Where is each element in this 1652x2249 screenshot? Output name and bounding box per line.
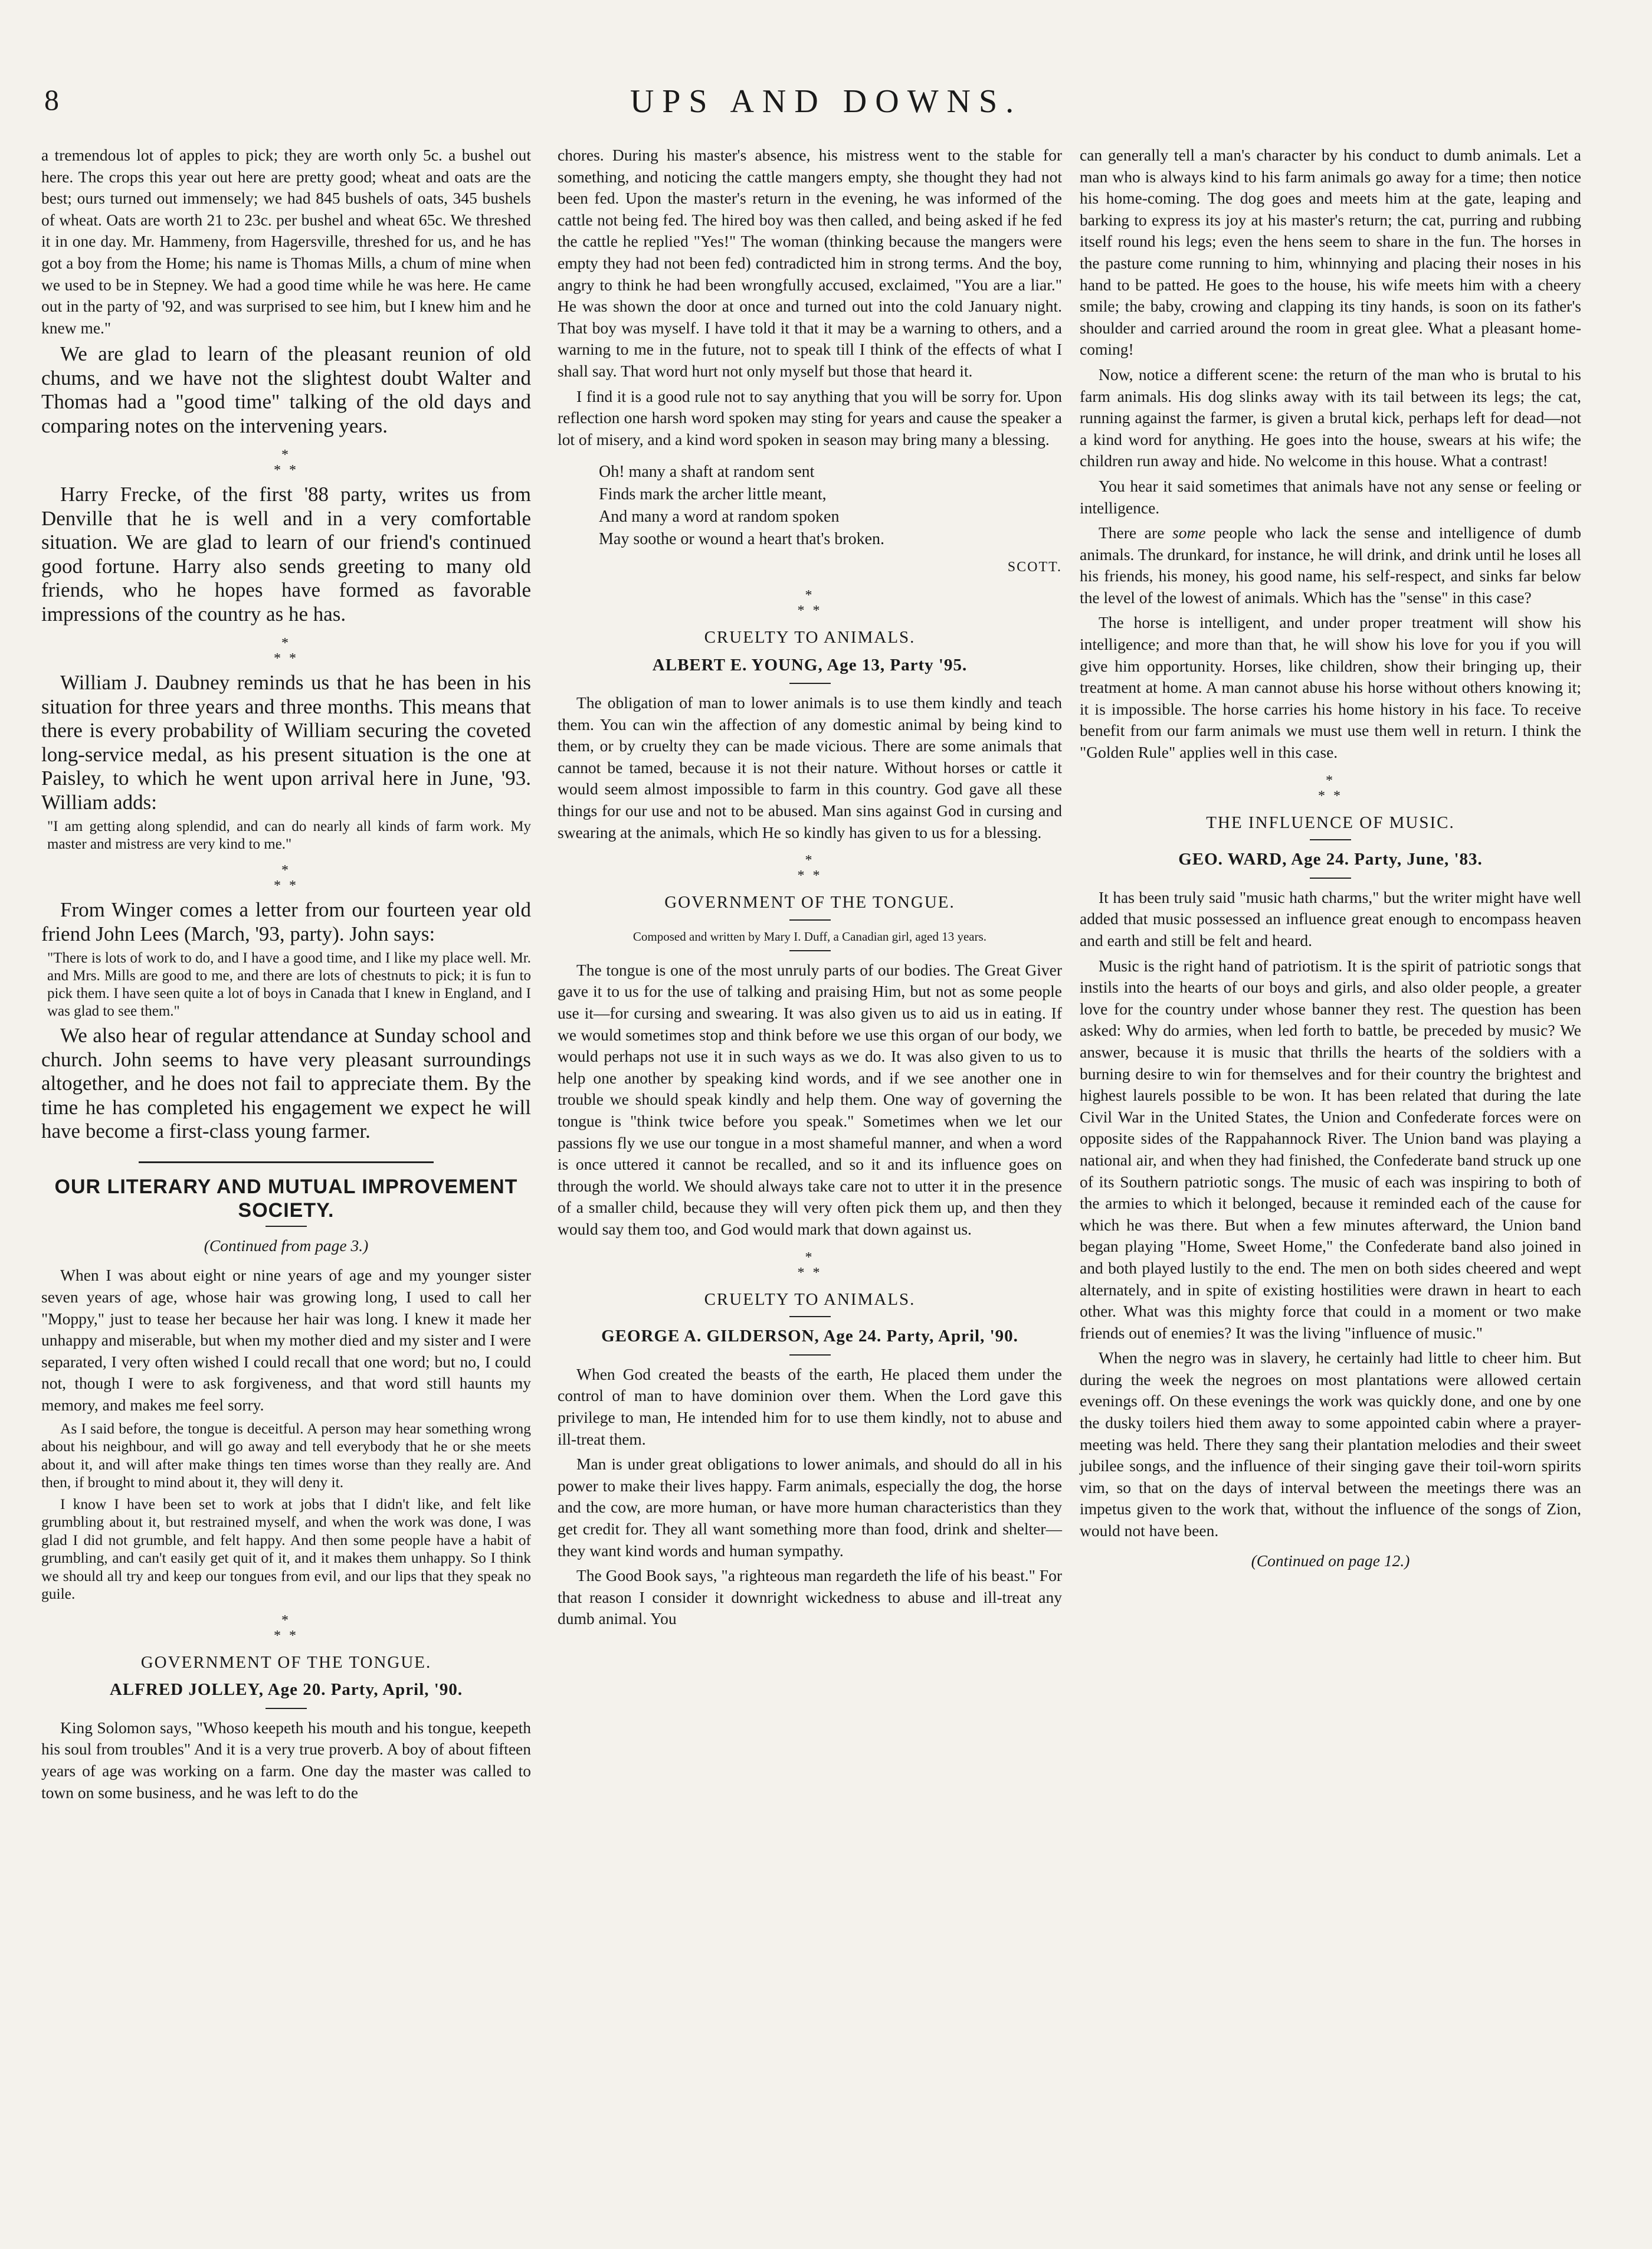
poem-author: SCOTT. [1007, 559, 1062, 575]
paragraph: From Winger comes a letter from our fourteen year old friend John Lees (March, '93, party). John says: [41, 898, 531, 945]
masthead: UPS AND DOWNS. [630, 83, 1022, 120]
paragraph [1080, 522, 1581, 608]
column-1 [41, 145, 531, 1807]
paragraph: We also hear of regular attendance at Sunday school and church. John seems to have very pleasant surroundings altogether, and he does not fail to appreciate them. By the time he has completed his engagement we expect he will have become a first-class young farmer. [41, 1024, 531, 1143]
section-divider-stars: * * * [274, 447, 299, 479]
paragraph: Man is under great obligations to lower animals, and should do all in his power to make their lives happy. Farm animals, especially the dog, the horse and the cow, are more human, or have more human characteristics than they get credit for. They all want something more than food, drink and shelter—they want kind words and human sympathy. [558, 1455, 1062, 1560]
quoted-letter: "I am getting along splendid, and can do nearly all kinds of farm work. My master and mistress are very kind to me." [47, 819, 531, 853]
continued-note: (Continued from page 3.) [204, 1236, 369, 1255]
section-divider-stars: * * * [274, 863, 299, 894]
paragraph: As I said before, the tongue is deceitful. A person may hear something wrong about his neighbour, and will go away and tell everybody that he or she meets about it, and will after make things ten times worse than they really are. And then, if brought to mind about it, they will deny it. [41, 1419, 531, 1491]
paragraph: can generally tell a man's character by his conduct to dumb animals. Let a man who is always kind to his farm animals go away for a time; then notice his home-coming. The dog goes and meets him at the gate, leaping and barking to express its joy at his master's return; the cat, purring and rubbing itself round his legs; even the hens seem to share in the fun. The horses in the pasture come running to him, whinnying and placing their noses in his hand to be patted. He goes to the house, his wife meets him with a cheery smile; the baby, crowing and clapping its tiny hands, is soon on its father's shoulder and carried around the room in great glee. What a pleasant home-coming! [1080, 146, 1581, 359]
title-rule [266, 1226, 307, 1227]
section-divider-stars: * * * [274, 636, 299, 667]
article-heading: GOVERNMENT OF THE TONGUE. [140, 1652, 432, 1672]
byline-rule [789, 1354, 831, 1356]
paragraph: You hear it said sometimes that animals have not any sense or feeling or intelligence. [1080, 476, 1581, 517]
paragraph: The Good Book says, "a righteous man regardeth the life of his beast." For that reason I consider it downright wickedness to abuse and ill-treat any dumb animal. You [558, 1566, 1062, 1628]
article-heading: CRUELTY TO ANIMALS. [704, 627, 916, 647]
section-rule [139, 1161, 434, 1163]
byline-rule [266, 1708, 307, 1709]
section-divider-stars: * * * [274, 1612, 299, 1644]
heading-rule [789, 1316, 831, 1317]
paragraph: Now, notice a different scene: the return of the man who is brutal to his farm animals. His dog slinks away with its tail between its legs; the cat, running against the farmer, is given a brutal kick, perhaps left for dead—not a kind word for anything. He goes into the house, swears at his wife; the children run away and hide. No welcome in this house. What a contrast! [1080, 365, 1581, 470]
paragraph: The tongue is one of the most unruly parts of our bodies. The Great Giver gave it to us for the use of talking and praising Him, but not as some people use it—for cursing and swearing. It was also given us to aid us in eating. If we would sometimes stop and think before we use this organ of our body, we would perhaps not use it in such ways as we do. It was also given to us to help one another by speaking kind words, and if we see another one in trouble we should speak kindly and help them. One way of governing the tongue is "think twice before you speak." Sometimes when we let our passions fly we use our tongue in a most shameful manner, and when a word is once uttered it cannot be recalled, and so it and its influence goes on through the world. We should always take care not to utter it in the presence of a smaller child, because they will very often pick them up, and then they would say them too, and God would mark that down against us. [558, 960, 1062, 1238]
poem-line: Finds mark the archer little meant, [599, 485, 827, 504]
paragraph: Harry Frecke, of the first '88 party, writes us from Denville that he is well and in a very comfortable situation. We are glad to learn of our friend's continued good fortune. Harry also sends greeting to many old friends, who he hopes have formed as favorable impressions of the country as he has. [41, 483, 531, 626]
section-divider-stars: * * * [797, 1249, 822, 1281]
paragraph: When I was about eight or nine years of age and my younger sister seven years of age, whose hair was growing long, I used to call her "Moppy," just to tease her because her hair was long. I knew it made her unhappy and miserable, but when my mother died and my sister and I were separated, I very often wished I could recall that one word; but no, I could not, though I were to ask forgiveness, and that word still haunts my memory, and makes me feel sorry. [41, 1266, 531, 1414]
column-3 [1080, 145, 1581, 1580]
text-run: There are [1099, 523, 1173, 542]
poem-line: And many a word at random spoken [599, 508, 840, 526]
byline: ALBERT E. YOUNG, Age 13, Party '95. [652, 655, 968, 675]
section-title: OUR LITERARY AND MUTUAL IMPROVEMENT SOCIETY. [54, 1175, 518, 1222]
paragraph: I know I have been set to work at jobs that I didn't like, and felt like grumbling about it, but restrained myself, and when the work was done, I was glad I did not grumble, and felt happy. And then some people have a habit of grumbling, and can't easily get quit of it, and it makes them unhappy. So I think we should all try and keep our tongues from evil, and our lips that they speak no guile. [41, 1495, 531, 1603]
paragraph: The horse is intelligent, and under proper treatment will show his intelligence; and more than that, he will show his love for you if you will give him opportunity. Horses, like children, show their bringing up, their treatment at home. A man cannot abuse his horse without others knowing it; it is impossible. The horse carries his home history in his face. To receive benefit from our farm animals we must use them well in return. I think the "Golden Rule" applies well in this case. [1080, 613, 1581, 762]
paragraph: King Solomon says, "Whoso keepeth his mouth and his tongue, keepeth his soul from troubles" And it is a very true proverb. A boy of about fifteen years of age was working on a farm. One day the master was called to town on some business, and he was left to do the [41, 1718, 531, 1802]
article-heading: GOVERNMENT OF THE TONGUE. [664, 893, 955, 912]
byline: GEO. WARD, Age 24. Party, June, '83. [1178, 850, 1483, 869]
byline: GEORGE A. GILDERSON, Age 24. Party, April, '90. [601, 1327, 1018, 1346]
section-divider-stars: * * * [797, 587, 822, 618]
paragraph: It has been truly said "music hath charms," but the writer might have well added that music possessed an influence great enough to encompass heaven and earth and still be felt and heard. [1080, 888, 1581, 950]
column-2 [558, 145, 1062, 1633]
emphasis: some [1172, 523, 1206, 542]
note-rule [789, 950, 831, 951]
text-run: people who lack the sense and intelligence of dumb animals. The drunkard, for instance, he will drink, and drink until he loses all his friends, his money, his good name, his self-respect, and sinks far below the level of the lowest of animals. Which has the "sense" in this case? [1080, 523, 1582, 607]
page-number: 8 [44, 83, 59, 116]
article-heading: CRUELTY TO ANIMALS. [704, 1289, 916, 1309]
byline-rule [789, 683, 831, 684]
paragraph: When the negro was in slavery, he certainly had little to cheer him. But during the week the negroes on most plantations were allowed certain evenings off. On these evenings the work was quickly done, and one by one the dusky toilers hied them away to some appointed cabin where a prayer-meeting was held. There they sang their plantation melodies and their sweet jubilee songs, and the influence of their singing gave their toil-worn spirits vim, so that on the days of interval between the meetings there was an impetus given to the work that, without the influence of the songs of Zion, would not have been. [1080, 1348, 1581, 1540]
paragraph: a tremendous lot of apples to pick; they are worth only 5c. a bushel out here. The crops this year out here are pretty good; wheat and oats are the best; ours turned out immensely; we had 845 bushels of oats, 345 bushels of wheat. Oats are worth 21 to 23c. per bushel and wheat 65c. We threshed it in one day. Mr. Hammeny, from Hagersville, threshed for us, and he has got a boy from the Home; his name is Thomas Mills, a chum of mine when we used to be in Stepney. We had a good time while he was here. He came out in the party of '92, and was surprised to see him, but I knew him and he knew me." [41, 146, 531, 337]
paragraph: William J. Daubney reminds us that he has been in his situation for three years and three months. This means that there is every probability of William securing the coveted long-service medal, as his present situation is the one at Paisley, to which he went upon arrival here in June, '93. William adds: [41, 671, 531, 814]
paragraph: I find it is a good rule not to say anything that you will be sorry for. Upon reflection one harsh word spoken may sting for years and cause the speaker a lot of misery, and a kind word spoken in season may bring many a blessing. [558, 387, 1062, 449]
heading-rule [789, 919, 831, 921]
poem [599, 461, 1062, 551]
author-note: Composed and written by Mary I. Duff, a Canadian girl, aged 13 years. [632, 929, 987, 944]
byline: ALFRED JOLLEY, Age 20. Party, April, '90. [109, 1680, 463, 1700]
continued-note: (Continued on page 12.) [1251, 1551, 1410, 1570]
paragraph: We are glad to learn of the pleasant reunion of old chums, and we have not the slightest doubt Walter and Thomas had a "good time" talking of the old days and comparing notes on the intervening years. [41, 342, 531, 437]
poem-line: Oh! many a shaft at random sent [599, 463, 815, 482]
article-heading: THE INFLUENCE OF MUSIC. [1206, 813, 1455, 832]
paragraph: Music is the right hand of patriotism. It is the spirit of patriotic songs that instils into the hearts of our boys and girls, and also older people, a greater love for the country under whose banner they rest. The question has been asked: Why do armies, when led forth to battle, be preceded by music? We answer, because it is music that thrills the hearts of the soldiers with a burning desire to win for themselves and for their country the brightest and highest laurels possible to be won. It has been related that during the late Civil War in the United States, the Union and Confederate forces were on opposite sides of the Rappahannock River. The Union band was playing a national air, and when they had finished, the Confederate band struck up one of its Southern patriotic songs. The music of each was inspiring to both of the armies to which it belonged, because it reminded each of the cause for which he was there. But when a few minutes afterward, the Union band began playing "Home, Sweet Home," the Confederate band also joined in and both played lustily to the end. The men on both sides cheered and wept alternately, and in spite of existing hostilities were drawn in heart to each other. What was this mighty force that could in a moment or two make friends out of enemies? It was the living "influence of music." [1080, 956, 1581, 1342]
section-divider-stars: * * * [1318, 772, 1343, 804]
quoted-letter: "There is lots of work to do, and I have a good time, and I like my place well. Mr. and Mrs. Mills are good to me, and there are lots of chestnuts to pick; it is fun to pick them. I have seen quite a lot of boys in Canada that I knew in England, and I was glad to see them." [47, 950, 531, 1020]
heading-rule [1310, 839, 1351, 840]
paragraph: The obligation of man to lower animals is to use them kindly and teach them. You can win the affection of any domestic animal by being kind to them, or by cruelty they can be made vicious. There are some animals that cannot be tamed, because it is not their nature. Without horses or cattle it would seem almost impossible to farm in this country. God gave all these things for our use and not to be abused. Man sins against God in cursing and swearing at the animals, which He so kindly has given to us for a blessing. [558, 693, 1062, 842]
section-divider-stars: * * * [797, 853, 822, 884]
byline-rule [1310, 878, 1351, 879]
poem-line: May soothe or wound a heart that's broken. [599, 530, 885, 549]
paragraph: chores. During his master's absence, his mistress went to the stable for something, and noticing the cattle mangers empty, she thought they had not been fed. Upon the master's return in the evening, he was informed of the cattle not being fed. The hired boy was then called, and being asked if he fed the cattle he replied "Yes!" The woman (thinking because the mangers were empty they had not been fed) contradicted him in strong terms. And the boy, angry to think he had been wrongfully accused, exclaimed, "You are a liar." He was shown the door at once and turned out into the cold January night. That boy was myself. I have told it that it may be a warning to others, and a warning to me in the future, not to speak till I think of the effects of what I shall say. That word hurt not only myself but those that heard it. [558, 146, 1062, 380]
paragraph: When God created the beasts of the earth, He placed them under the control of man to have dominion over them. When the Lord gave this privilege to man, He intended him for to use them kindly, not to abuse and ill-treat them. [558, 1364, 1062, 1448]
